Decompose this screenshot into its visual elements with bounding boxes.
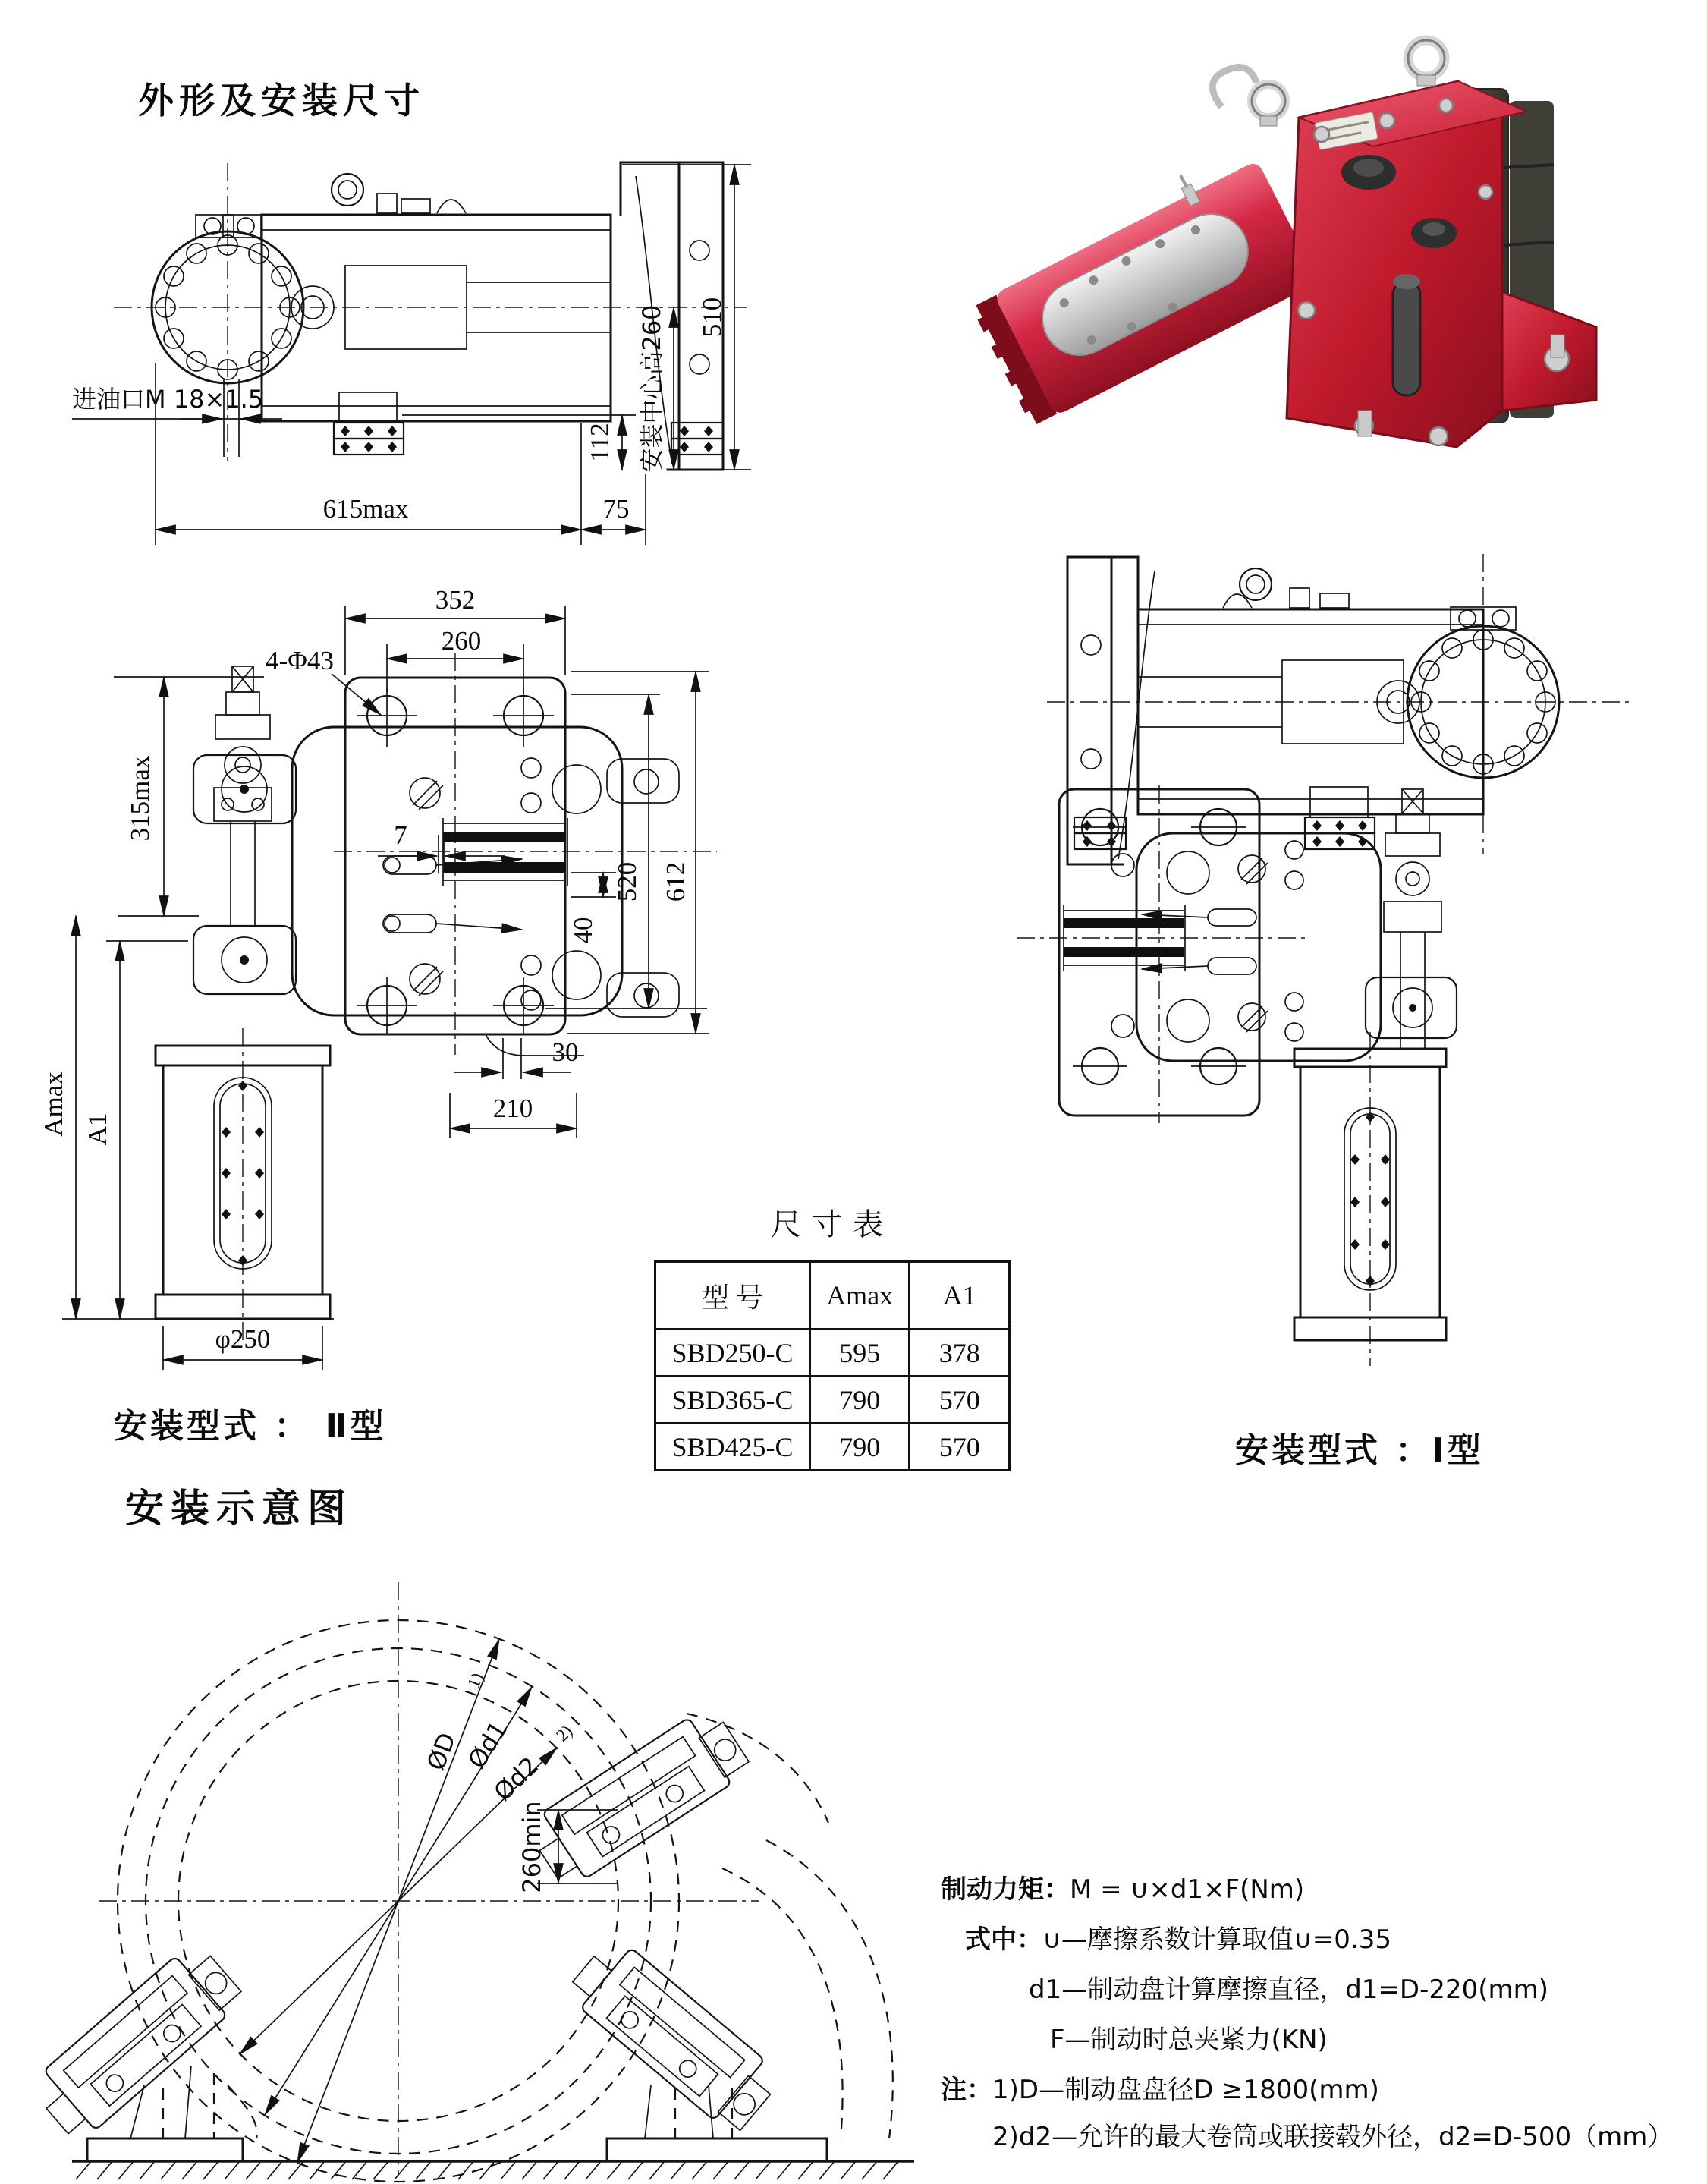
- label-diameter-d1: Ød1: [462, 1716, 514, 1774]
- spring-column: [193, 666, 296, 994]
- dim-inlet: [72, 379, 282, 457]
- where-label: 式中：: [965, 1924, 1042, 1955]
- front-view-dimensions: [39, 585, 709, 1370]
- label-diameter-d2-sup: 2): [552, 1721, 577, 1745]
- inlet-label: 进油口M 18×1.5: [72, 385, 264, 414]
- cell-a1: 570: [910, 1424, 1010, 1471]
- label-diameter-d: ØD: [421, 1728, 462, 1775]
- size-table-title: 尺寸表: [771, 1207, 894, 1242]
- dim-a1: A1: [83, 1112, 112, 1146]
- size-table-block: [654, 1201, 1011, 1471]
- dim-260min: [517, 1801, 618, 1893]
- mount-type-label-2: 安装型式 ： Ⅱ型: [114, 1407, 387, 1446]
- note-1-line: [941, 2069, 1379, 2106]
- brake-unit-bottom-right: [563, 1933, 785, 2137]
- installation-diagram: [23, 1540, 933, 2184]
- cell-model: SBD365-C: [655, 1377, 810, 1424]
- note-2-line: 2)d2—允许的最大卷筒或联接毂外径，d2=D-500（mm）: [992, 2122, 1674, 2152]
- label-diameter-d-sup: 1): [464, 1669, 487, 1691]
- col-header-amax: Amax: [809, 1262, 910, 1330]
- dim-30: 30: [552, 1037, 579, 1067]
- dim-d250: φ250: [215, 1324, 271, 1354]
- cell-model: SBD425-C: [655, 1424, 810, 1471]
- dim-heights: [402, 165, 751, 473]
- where-u-line: [965, 1918, 1391, 1956]
- where-u: ∪—摩擦系数计算取值∪=0.35: [1042, 1924, 1391, 1955]
- note-label: 注：: [941, 2075, 992, 2105]
- torque-label: 制动力矩：: [941, 1874, 1070, 1905]
- dim-612: 612: [661, 861, 690, 902]
- col-header-model: 型 号: [655, 1262, 810, 1330]
- cell-a1: 570: [910, 1377, 1010, 1424]
- dim-510: 510: [697, 297, 727, 338]
- table-row: [655, 1330, 1010, 1377]
- dim-75: 75: [602, 494, 630, 524]
- dim-amax: Amax: [39, 1072, 68, 1137]
- product-photo: [948, 34, 1669, 459]
- front-view-type1-drawing: [1009, 774, 1661, 1472]
- spring-column: [1366, 789, 1457, 1049]
- table-header-row: [655, 1262, 1010, 1330]
- label-260min: 260min: [517, 1801, 546, 1893]
- note-1: 1)D—制动盘盘径D ≥1800(mm): [992, 2075, 1379, 2105]
- dim-260: 260: [441, 626, 482, 656]
- table-row: [655, 1377, 1010, 1424]
- dim-40: 40: [568, 917, 598, 944]
- dim-7: 7: [394, 820, 407, 850]
- dim-315max: 315max: [125, 755, 155, 842]
- mount-type-label-1: 安装型式 ：Ⅰ型: [1235, 1431, 1484, 1470]
- table-row: [655, 1424, 1010, 1471]
- cell-model: SBD250-C: [655, 1330, 810, 1377]
- torque-formula-line: [941, 1868, 1304, 1905]
- cell-amax: 790: [809, 1377, 910, 1424]
- cell-amax: 595: [809, 1330, 910, 1377]
- dim-center-height: 安装中心高260: [637, 304, 666, 473]
- torque-formula: M = ∪×d1×F(Nm): [1070, 1874, 1305, 1905]
- page-title: 外形及安装尺寸: [138, 80, 425, 122]
- photo-cylinder: [961, 141, 1319, 428]
- where-f-line: F—制动时总夹紧力(KN): [1050, 2025, 1328, 2055]
- dim-210: 210: [492, 1094, 533, 1123]
- install-section-title: 安装示意图: [125, 1487, 354, 1531]
- where-d1-line: d1—制动盘计算摩擦直径，d1=D-220(mm): [1029, 1975, 1549, 2005]
- bracket-envelopes: [228, 1714, 893, 2138]
- dim-520: 520: [612, 861, 642, 902]
- cell-a1: 378: [910, 1330, 1010, 1377]
- ground-hatching: [72, 2161, 914, 2179]
- dim-615max: 615max: [322, 494, 409, 524]
- cell-amax: 790: [809, 1424, 910, 1471]
- disc-and-pads: [443, 818, 567, 886]
- top-view-type2-drawing: [68, 129, 766, 554]
- dim-112: 112: [585, 423, 615, 462]
- col-header-a1: A1: [910, 1262, 1010, 1330]
- size-table: [654, 1260, 1011, 1471]
- dim-4xd43: 4-Φ43: [266, 646, 334, 675]
- label-diameter-d2: Ød2: [488, 1751, 545, 1807]
- dim-352: 352: [435, 585, 476, 615]
